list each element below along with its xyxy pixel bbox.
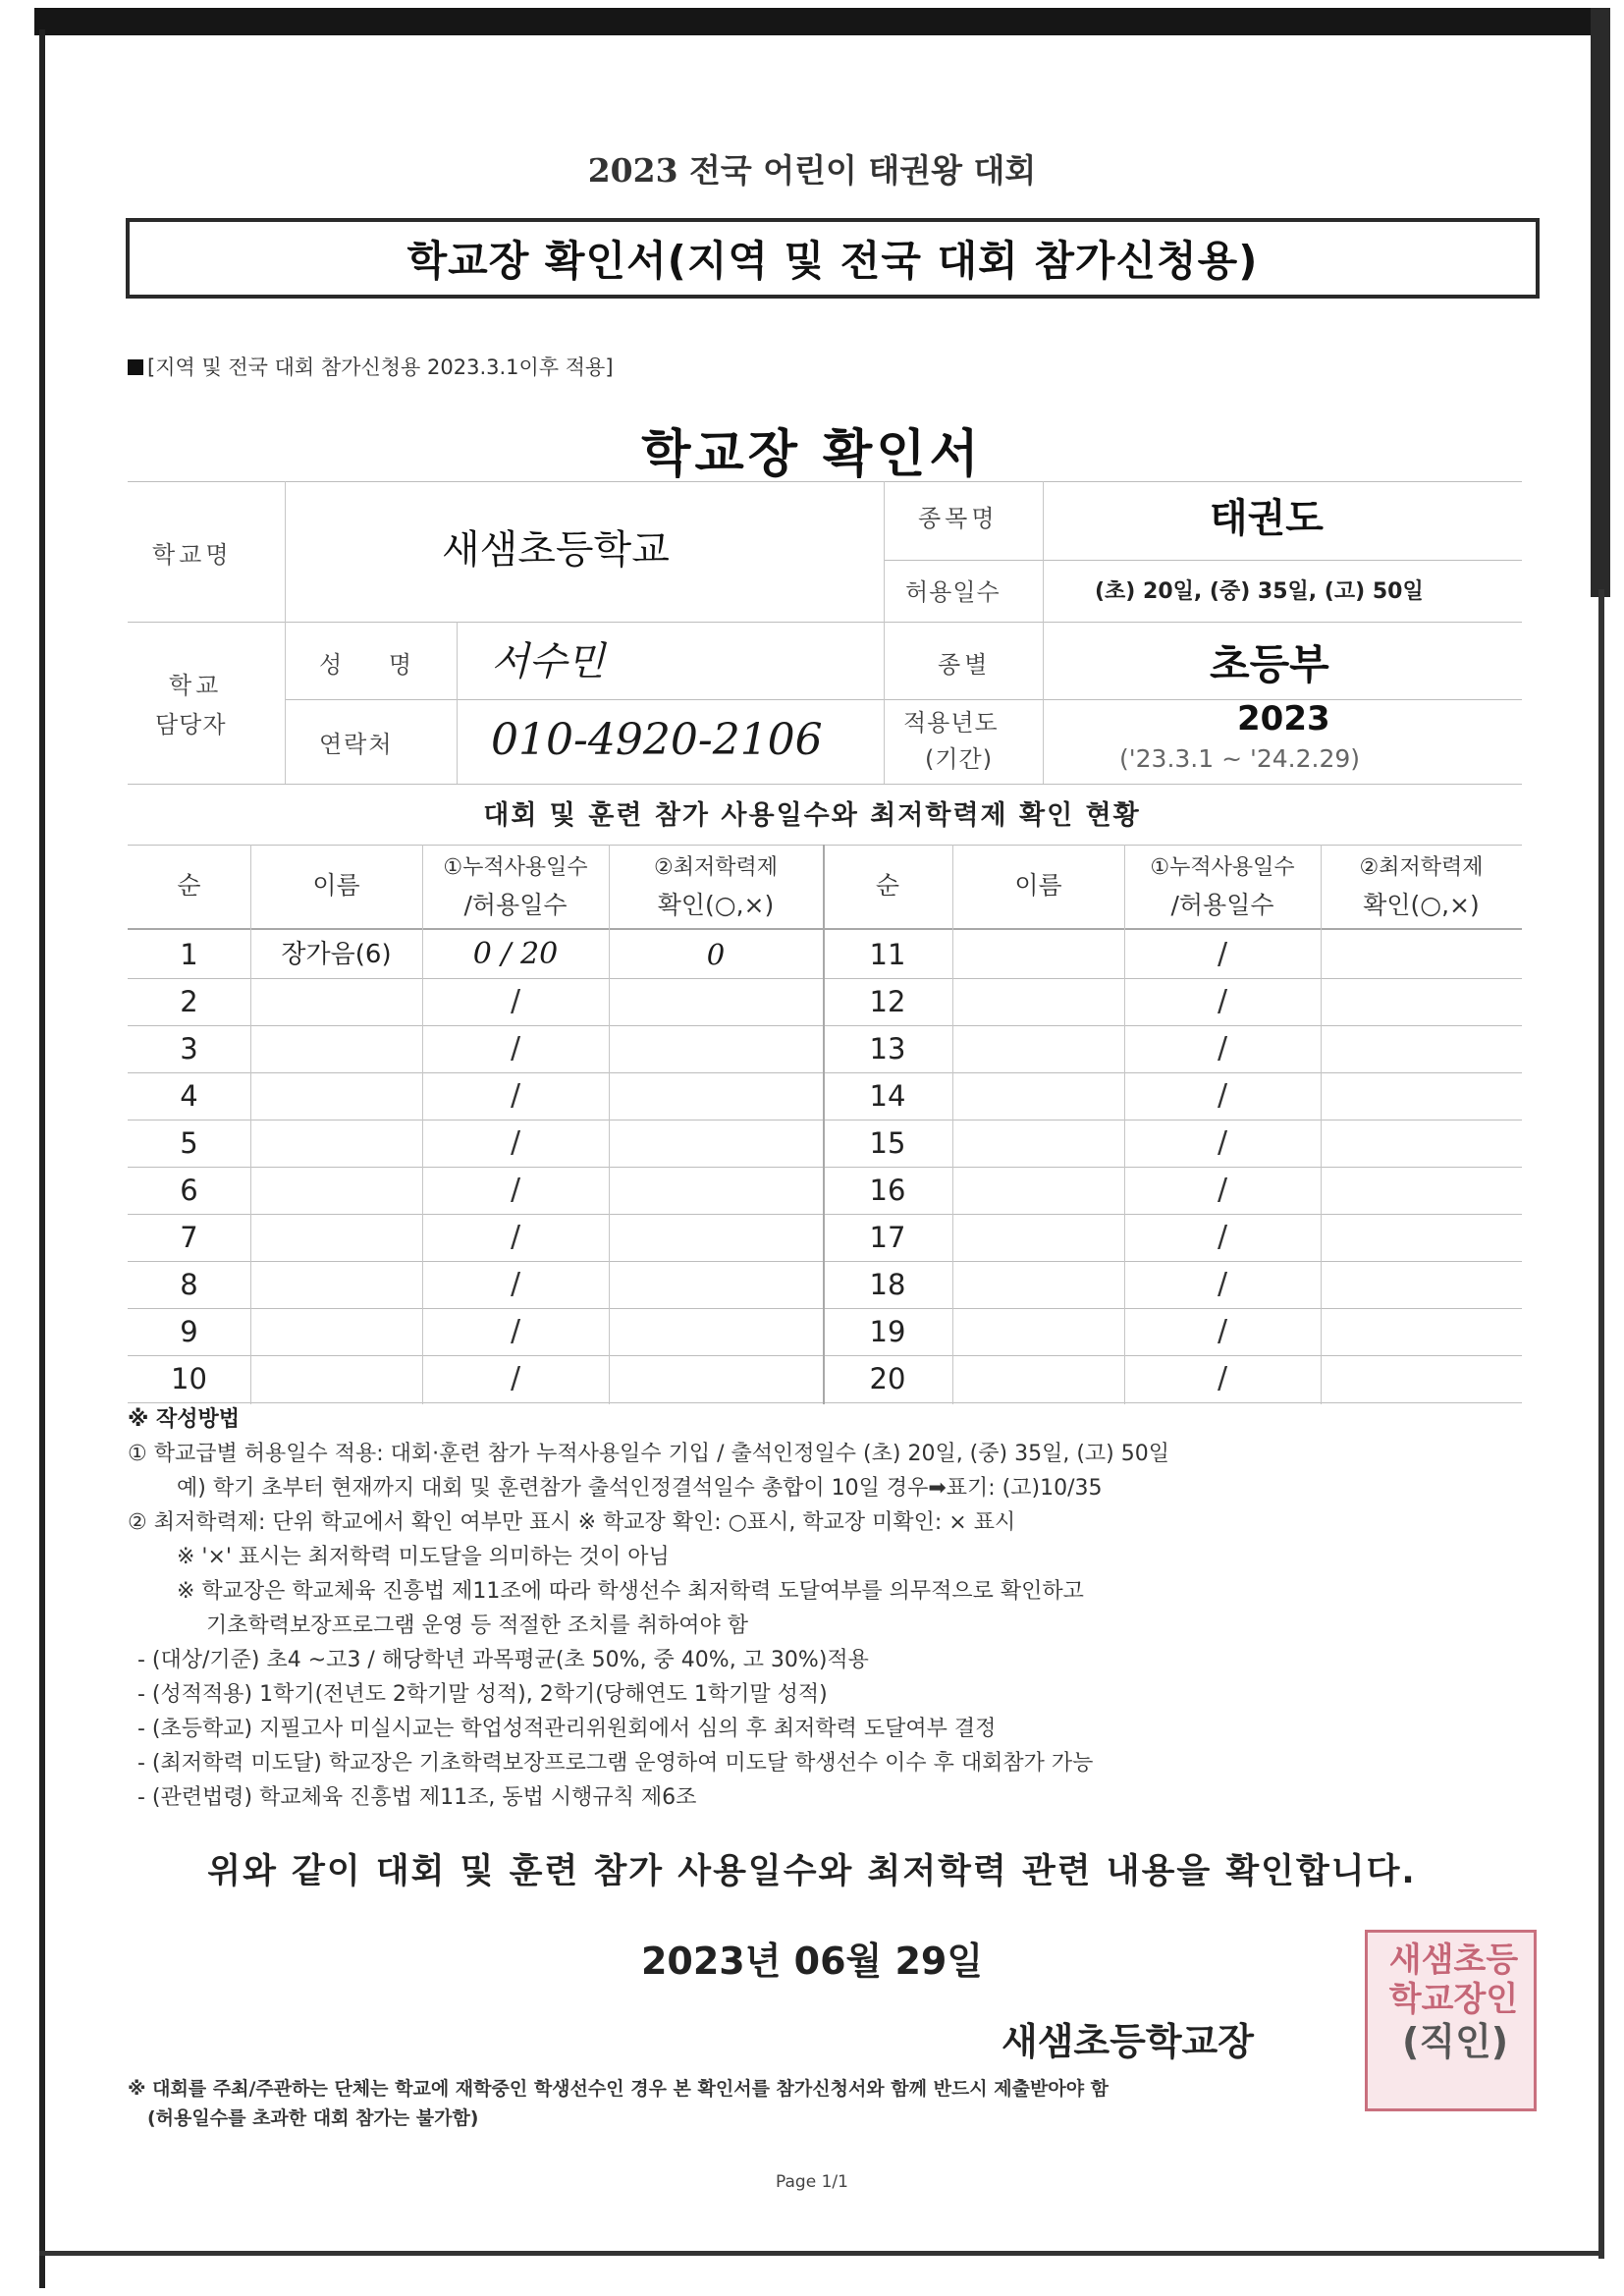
table-cell-days: /	[1217, 1314, 1228, 1348]
info-vline-4	[1043, 481, 1044, 784]
info-line-1	[884, 560, 1522, 561]
header-check-right-1: ②최저학력제	[1359, 855, 1484, 880]
writing-guide-heading: ※ 작성방법	[128, 1407, 241, 1432]
header-days-left-1: ①누적사용일수	[443, 855, 588, 880]
table-cell-name	[250, 978, 422, 1025]
table-cell-check	[609, 1308, 823, 1355]
staff-label-line2: 담당자	[155, 711, 227, 738]
header-check-right-2: 확인(○,×)	[1363, 891, 1480, 919]
table-cell-name	[952, 1072, 1124, 1120]
table-cell-days: 0 / 20	[472, 937, 559, 971]
page-number: Page 1/1	[776, 2172, 848, 2192]
table-cell-name	[250, 1167, 422, 1214]
table-cell-days: /	[510, 1314, 521, 1348]
table-cell-check	[1321, 1025, 1522, 1072]
guide-line-2: 예) 학기 초부터 현재까지 대회 및 훈련참가 출석인정결석일수 총합이 10일 경우➡표기: (고)10/35	[177, 1476, 1103, 1501]
principal-signature: 새샘초등학교장	[1001, 2020, 1254, 2063]
header-name-left: 이름	[312, 871, 360, 900]
table-cell-no: 9	[180, 1315, 198, 1348]
table-cell-no: 11	[869, 938, 906, 971]
table-cell-check	[609, 1120, 823, 1167]
event-value: 태권도	[1210, 496, 1324, 541]
table-cell-check	[1321, 1072, 1522, 1120]
seal-label: (직인)	[1402, 2020, 1509, 2063]
header-days-right-2: /허용일수	[1170, 891, 1274, 919]
table-cell-name	[250, 1214, 422, 1261]
table-cell-name	[952, 1261, 1124, 1308]
year-value: 2023	[1237, 699, 1330, 738]
table-cell-name	[250, 1025, 422, 1072]
guide-line-11: - (관련법령) 학교체육 진흥법 제11조, 동법 시행규칙 제6조	[137, 1785, 697, 1810]
table-cell-days: /	[510, 1267, 521, 1301]
info-vline-3	[884, 481, 885, 784]
table-cell-name	[250, 1120, 422, 1167]
table-cell-check	[609, 1025, 823, 1072]
table-cell-name	[250, 1308, 422, 1355]
table-header-line	[128, 928, 1522, 930]
header-check-left-1: ②최저학력제	[654, 855, 778, 880]
table-cell-check	[1321, 1261, 1522, 1308]
table-cell-check	[1321, 1167, 1522, 1214]
scan-edge-right-lower	[1598, 589, 1604, 2259]
guide-line-3: ② 최저학력제: 단위 학교에서 확인 여부만 표시 ※ 학교장 확인: ○표시, 학교장 미확인: × 표시	[128, 1510, 1016, 1535]
table-cell-no: 4	[180, 1079, 198, 1113]
table-cell-no: 3	[180, 1032, 198, 1066]
guide-line-5: ※ 학교장은 학교체육 진흥법 제11조에 따라 학생선수 최저학력 도달여부를 의무적으로 확인하고	[177, 1579, 1084, 1604]
table-cell-no: 1	[180, 938, 198, 971]
allowed-days-label: 허용일수	[905, 578, 1001, 606]
table-cell-name	[952, 1355, 1124, 1402]
table-cell-no: 17	[869, 1221, 906, 1254]
year-label: 적용년도	[903, 709, 999, 737]
table-cell-days: /	[510, 1220, 521, 1254]
table-cell-days: /	[1217, 937, 1228, 971]
header-name-right: 이름	[1014, 871, 1062, 900]
info-line-4	[884, 699, 1522, 700]
header-days-right-1: ①누적사용일수	[1150, 855, 1295, 880]
table-cell-no: 15	[869, 1126, 906, 1160]
footer-note-line-1: ※ 대회를 주최/주관하는 단체는 학교에 재학중인 학생선수인 경우 본 확인서를 참가신청서와 함께 반드시 제출받아야 함	[128, 2078, 1110, 2100]
info-vline-2	[457, 622, 458, 784]
guide-line-1: ① 학교급별 허용일수 적용: 대회·훈련 참가 누적사용일수 기입 / 출석인정일수 (초) 20일, (중) 35일, (고) 50일	[128, 1442, 1169, 1466]
box-title: 학교장 확인서(지역 및 전국 대회 참가신청용)	[406, 237, 1259, 285]
table-cell-name	[250, 1261, 422, 1308]
table-cell-check	[1321, 1120, 1522, 1167]
table-cell-check	[1321, 1308, 1522, 1355]
table-cell-no: 18	[869, 1268, 906, 1301]
table-cell-days: /	[510, 1173, 521, 1207]
year-label-period: (기간)	[925, 745, 994, 773]
contact-label: 연락처	[319, 731, 394, 758]
square-bullet-icon	[128, 359, 143, 375]
table-cell-check	[1321, 1214, 1522, 1261]
period-value: ('23.3.1 ~ '24.2.29)	[1119, 744, 1361, 773]
school-name-label: 학교명	[152, 541, 233, 569]
title-box	[126, 218, 1540, 299]
table-cell-no: 2	[180, 985, 198, 1018]
header-days-left-2: /허용일수	[463, 891, 568, 919]
table-cell-no: 10	[171, 1362, 207, 1395]
division-label: 종별	[938, 651, 992, 679]
confirmation-date: 2023년 06월 29일	[640, 1940, 984, 1983]
table-cell-name	[952, 1308, 1124, 1355]
name-label: 성 명	[319, 651, 431, 679]
table-cell-days: /	[1217, 1125, 1228, 1160]
table-cell-name	[952, 978, 1124, 1025]
table-cell-name	[952, 1025, 1124, 1072]
apply-note-text: [지역 및 전국 대회 참가신청용 2023.3.1이후 적용]	[147, 355, 614, 379]
table-cell-check	[609, 1355, 823, 1402]
table-cell-days: /	[510, 1078, 521, 1113]
guide-line-6: 기초학력보장프로그램 운영 등 적절한 조치를 취하여야 함	[206, 1613, 749, 1638]
table-cell-no: 16	[869, 1174, 906, 1207]
confirmation-text: 위와 같이 대회 및 훈련 참가 사용일수와 최저학력 관련 내용을 확인합니다.	[207, 1852, 1417, 1891]
section-title: 대회 및 훈련 참가 사용일수와 최저학력제 확인 현황	[483, 800, 1141, 831]
table-cell-no: 12	[869, 985, 906, 1018]
guide-line-8: - (성적적용) 1학기(전년도 2학기말 성적), 2학기(당해연도 1학기말 성적)	[137, 1682, 828, 1707]
event-label: 종목명	[918, 505, 999, 532]
header-check-left-2: 확인(○,×)	[657, 891, 775, 919]
table-cell-check	[1321, 1355, 1522, 1402]
table-cell-no: 5	[180, 1126, 198, 1160]
table-cell-check	[1321, 931, 1522, 978]
table-cell-days: /	[510, 984, 521, 1018]
event-title: 2023 전국 어린이 태권왕 대회	[587, 151, 1037, 190]
guide-line-7: - (대상/기준) 초4 ~고3 / 해당학년 과목평균(초 50%, 중 40%, 고 30%)적용	[137, 1648, 869, 1672]
table-cell-days: /	[1217, 1031, 1228, 1066]
division-value: 초등부	[1210, 640, 1329, 688]
table-cell-no: 7	[180, 1221, 198, 1254]
table-cell-name	[250, 1355, 422, 1402]
guide-line-9: - (초등학교) 지필고사 미실시교는 학업성적관리위원회에서 심의 후 최저학력 도달여부 결정	[137, 1717, 997, 1741]
table-cell-days: /	[1217, 1361, 1228, 1395]
table-cell-name	[952, 931, 1124, 978]
header-no-left: 순	[177, 871, 201, 900]
table-cell-name	[250, 1072, 422, 1120]
info-vline-1	[285, 481, 286, 784]
table-cell-check	[609, 1167, 823, 1214]
table-cell-no: 14	[869, 1079, 906, 1113]
table-cell-name	[952, 1214, 1124, 1261]
name-value-handwritten: 서수민	[491, 639, 605, 684]
school-name-value: 새샘초등학교	[442, 527, 670, 573]
table-cell-days: /	[1217, 1220, 1228, 1254]
table-cell-name	[952, 1120, 1124, 1167]
footer-note-line-2: (허용일수를 초과한 대회 참가는 불가함)	[147, 2107, 479, 2129]
scan-edge-top	[34, 8, 1600, 35]
allowed-days-value: (초) 20일, (중) 35일, (고) 50일	[1095, 579, 1424, 604]
table-cell-name	[952, 1167, 1124, 1214]
table-cell-days: /	[1217, 1267, 1228, 1301]
table-line-top	[128, 845, 1522, 846]
table-cell-no: 13	[869, 1032, 906, 1066]
table-cell-days: /	[510, 1125, 521, 1160]
footer-note	[128, 2074, 1522, 2133]
table-cell-no: 6	[180, 1174, 198, 1207]
table-cell-no: 20	[869, 1362, 906, 1395]
table-cell-no: 8	[180, 1268, 198, 1301]
info-line-top	[128, 481, 1522, 482]
apply-note	[128, 352, 614, 381]
table-cell-days: /	[510, 1361, 521, 1395]
table-cell-days: /	[510, 1031, 521, 1066]
table-cell-check	[609, 1214, 823, 1261]
table-cell-days: /	[1217, 1173, 1228, 1207]
table-cell-check	[609, 1261, 823, 1308]
document-title: 학교장 확인서	[641, 425, 983, 484]
table-cell-no: 19	[869, 1315, 906, 1348]
guide-line-4: ※ '×' 표시는 최저학력 미도달을 의미하는 것이 아님	[177, 1545, 670, 1569]
table-cell-check	[609, 978, 823, 1025]
contact-value-handwritten: 010-4920-2106	[491, 715, 823, 765]
table-cell-check	[609, 1072, 823, 1120]
seal-stamp-text: 새샘초등학교장인	[1388, 1941, 1519, 2019]
scan-edge-right	[1591, 8, 1610, 597]
staff-label-line1: 학교	[169, 672, 223, 699]
table-cell-check	[1321, 978, 1522, 1025]
header-no-right: 순	[875, 871, 900, 900]
table-cell-days: /	[1217, 1078, 1228, 1113]
table-cell-days: /	[1217, 984, 1228, 1018]
info-line-2	[128, 622, 1522, 623]
scan-edge-bottom	[39, 2251, 1600, 2256]
info-line-bottom	[128, 784, 1522, 785]
table-cell-name: 장가음(6)	[281, 940, 392, 969]
info-line-3	[285, 699, 903, 700]
guide-line-10: - (최저학력 미도달) 학교장은 기초학력보장프로그램 운영하여 미도달 학생선수 이수 후 대회참가 가능	[137, 1751, 1094, 1776]
writing-guide	[128, 1402, 1522, 1815]
table-cell-check: 0	[706, 938, 726, 971]
